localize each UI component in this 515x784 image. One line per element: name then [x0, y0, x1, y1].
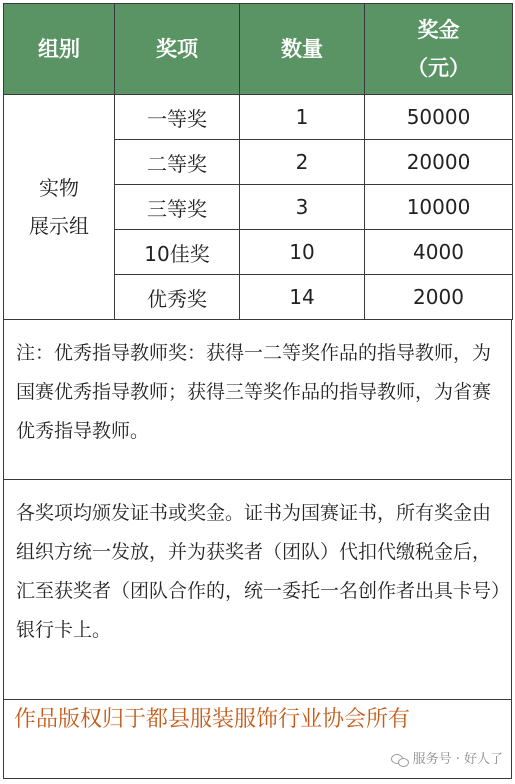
header-count: 数量 [240, 4, 365, 95]
header-amount-line2: （元） [407, 56, 470, 80]
count-cell: 3 [240, 185, 365, 230]
amount-cell: 2000 [365, 275, 513, 320]
group-line2: 展示组 [29, 214, 89, 238]
table-row [4, 95, 513, 140]
copyright-text: 作品版权归于都县服装服饰行业协会所有 [14, 707, 411, 732]
watermark [391, 752, 503, 768]
document-page [3, 3, 512, 781]
prize-cell: 优秀奖 [115, 275, 240, 320]
award-distribution-note: 各奖项均颁发证书或奖金。证书为国赛证书，所有奖金由组织方统一发放，并为获奖者（团队）代扣代缴税金后，汇至获奖者（团队合作的，统一委托一名创作者出具卡号）银行卡上。 [3, 480, 512, 700]
chat-bubble-icon [391, 753, 409, 767]
watermark-text: 服务号 · 好人了 [412, 752, 503, 767]
prize-cell: 二等奖 [115, 140, 240, 185]
header-row [4, 4, 513, 95]
amount-cell: 4000 [365, 230, 513, 275]
header-amount [365, 4, 513, 95]
count-cell: 10 [240, 230, 365, 275]
amount-cell: 10000 [365, 185, 513, 230]
header-prize: 奖项 [115, 4, 240, 95]
count-cell: 14 [240, 275, 365, 320]
instructor-award-note: 注：优秀指导教师奖：获得一二等奖作品的指导教师，为国赛优秀指导教师；获得三等奖作品的指导教师，为省赛优秀指导教师。 [3, 320, 512, 480]
count-cell: 1 [240, 95, 365, 140]
prize-table [3, 3, 513, 320]
amount-cell: 20000 [365, 140, 513, 185]
group-cell [4, 95, 115, 320]
group-line1: 实物 [39, 176, 79, 200]
prize-cell: 三等奖 [115, 185, 240, 230]
header-amount-line1: 奖金 [417, 18, 460, 42]
prize-cell: 一等奖 [115, 95, 240, 140]
prize-cell: 10佳奖 [115, 230, 240, 275]
count-cell: 2 [240, 140, 365, 185]
header-group: 组别 [4, 4, 115, 95]
copyright-footer [3, 700, 512, 779]
amount-cell: 50000 [365, 95, 513, 140]
